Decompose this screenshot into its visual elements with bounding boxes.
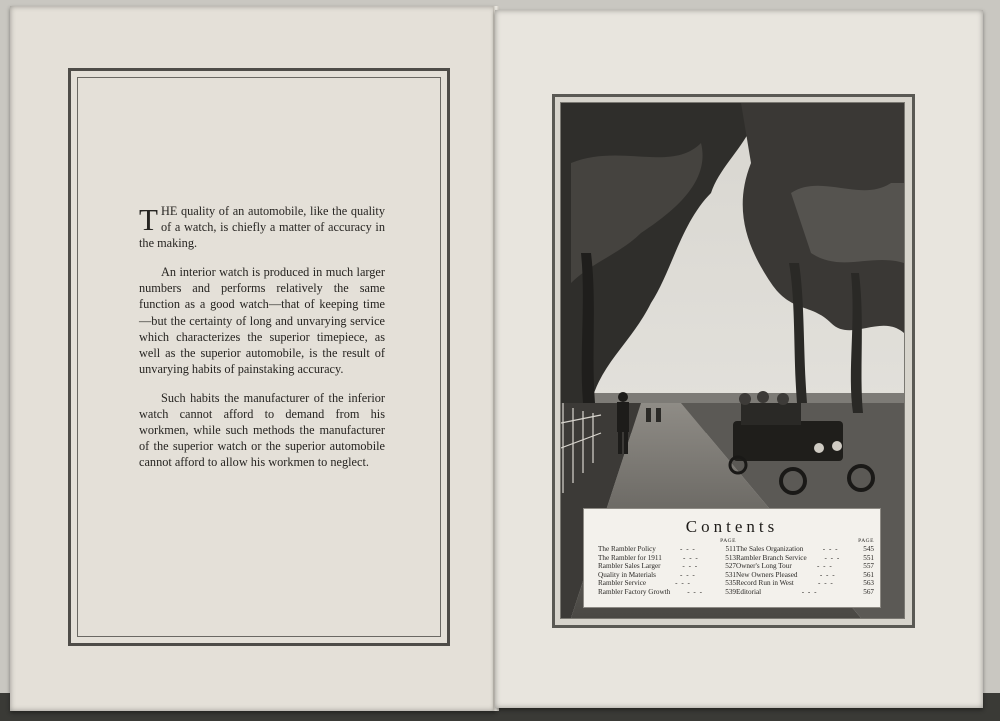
contents-panel xyxy=(583,508,881,608)
toc-entry[interactable]: The Rambler Policy - - - 511 xyxy=(598,545,736,553)
toc-entry[interactable]: Rambler Sales Larger - - - 527 xyxy=(598,562,736,571)
paragraph-2: An interior watch is produced in much larger numbers and performs relatively the same function as a good watch—that of keeping time—but the certainty of long and unvarying service which characterizes the superior timepiece, as well as the superior automobile, is the result of unvarying habits of painstaking accuracy. xyxy=(139,265,385,376)
toc-entry[interactable]: The Rambler for 1911 - - - 513 xyxy=(598,553,736,562)
page-column-header: PAGE xyxy=(720,538,736,544)
contents-title: Contents xyxy=(685,517,779,536)
toc-column-right xyxy=(736,537,874,597)
toc-entry[interactable]: Editorial - - - 567 xyxy=(736,587,874,596)
right-page xyxy=(495,10,983,708)
page-column-header: PAGE xyxy=(858,538,874,544)
body-text xyxy=(139,203,385,483)
left-page xyxy=(10,6,496,711)
toc-entry[interactable]: Quality in Materials - - - 531 xyxy=(598,570,736,579)
decorative-border xyxy=(68,68,450,646)
photograph xyxy=(560,102,905,619)
toc-entry[interactable]: The Sales Organization - - - 545 xyxy=(736,545,874,553)
toc-entry[interactable]: Owner's Long Tour - - - 557 xyxy=(736,562,874,571)
photo-frame xyxy=(552,94,915,628)
toc-entry[interactable]: New Owners Pleased - - - 561 xyxy=(736,570,874,579)
paragraph-1: THE quality of an automobile, like the quality of a watch, is chiefly a matter of accuracy in the making. xyxy=(139,202,385,251)
toc-entry[interactable]: Rambler Factory Growth - - - 539 xyxy=(598,587,736,596)
drop-cap: T xyxy=(139,202,158,237)
toc-entry[interactable]: Rambler Branch Service - - - 551 xyxy=(736,553,874,562)
paragraph-3: Such habits the manufacturer of the inferior watch cannot afford to demand from his workmen, while such methods the manufacturer of the superior watch or the superior automobile cannot afford to allow his workmen to neglect. xyxy=(139,390,385,470)
toc-entry[interactable]: Rambler Service - - - 535 xyxy=(598,579,736,588)
toc-entry[interactable]: Record Run in West - - - 563 xyxy=(736,579,874,588)
toc-column-left xyxy=(598,537,736,597)
